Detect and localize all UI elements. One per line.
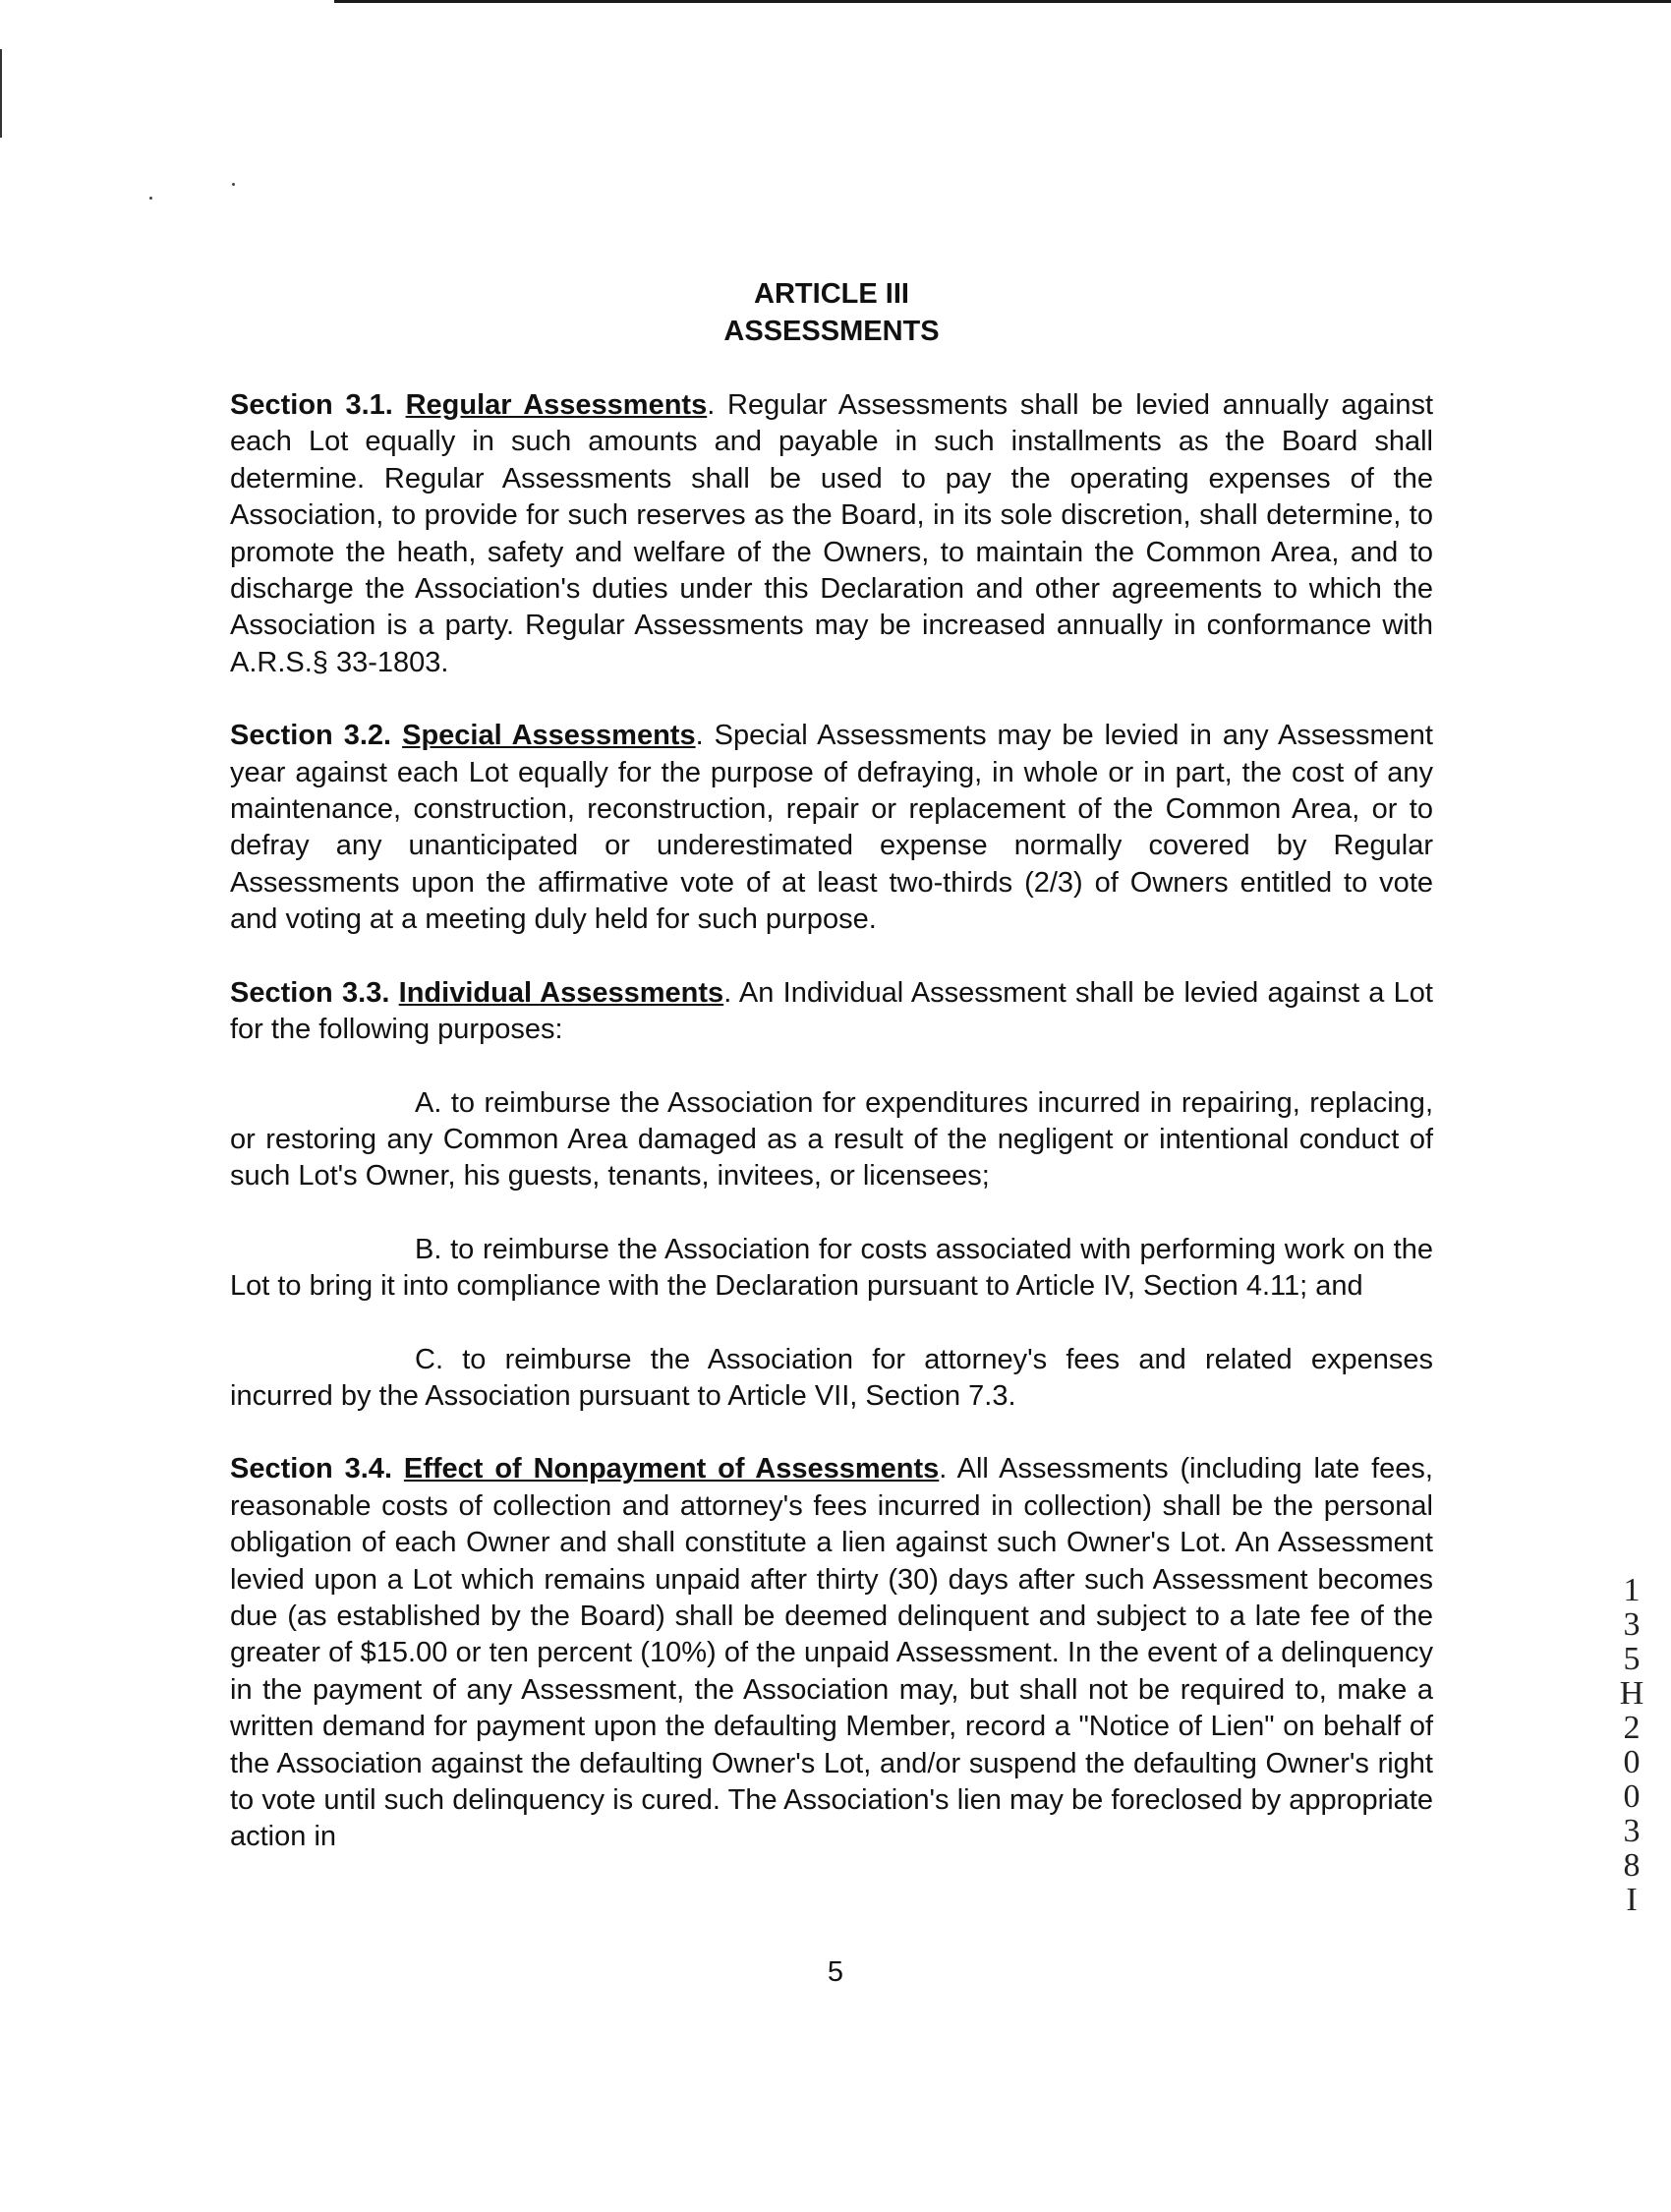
section-title: Special Assessments [402, 720, 696, 752]
section-number: Section 3.1. [230, 389, 393, 421]
scan-border-left [0, 49, 2, 138]
stamp-char: H [1619, 1675, 1644, 1712]
section-number: Section 3.2. [230, 720, 392, 752]
subitem-b: B. to reimburse the Association for costs associated with performing work on the Lot to bring it into compliance with the Declaration pursuant to Article IV, Section 4.11; and [230, 1233, 1433, 1303]
stamp-char: 5 [1623, 1641, 1641, 1677]
page-number: 5 [827, 1956, 844, 1988]
stamp-char: 8 [1623, 1847, 1641, 1884]
article-heading [230, 275, 1433, 350]
scan-border-top [334, 0, 1671, 3]
stamp-char: 3 [1623, 1606, 1641, 1643]
section-text: . Special Assessments may be levied in any Assessment year against each Lot equally for the purpose of defraying, in whole or in part, the cost of any maintenance, construction, reconstruction, repair or replacement of the Common Area, or to defray any unanticipated or underestimated expense normally covered by Regular Assessments upon the affirmative vote of at least two-thirds (2/3) of Owners entitled to vote and voting at a meeting duly held for such purpose. [230, 720, 1433, 936]
section-title: Effect of Nonpayment of Assessments [403, 1453, 940, 1485]
stamp-char: 2 [1623, 1710, 1641, 1746]
section-3-2 [230, 718, 1433, 938]
section-3-4 [230, 1451, 1433, 1855]
margin-recording-stamp [1612, 1573, 1651, 1917]
section-text: . Regular Assessments shall be levied annually against each Lot equally in such amounts and payable in such installments as the Board shall determine. Regular Assessments shall be used to pay the operating expenses of the Association, to provide for such reserves as the Board, in its sole discretion, shall determine, to promote the heath, safety and welfare of the Owners, to maintain the Common Area, and to discharge the Association's duties under this Declaration and other agreements to which the Association is a party. Regular Assessments may be increased annually in conformance with A.R.S.§ 33-1803. [230, 389, 1434, 678]
section-number: Section 3.3. [230, 976, 390, 1009]
section-title: Individual Assessments [398, 976, 724, 1009]
section-text: . All Assessments (including late fees, reasonable costs of collection and attorney's fees incurred in collection) shall be the personal obligation of each Owner and shall constitute a lien against such Owner's Lot. An Assessment levied upon a Lot which remains unpaid after thirty (30) days after such Assessment becomes due (as established by the Board) shall be deemed delinquent and subject to a late fee of the greater of $15.00 or ten percent (10%) of the unpaid Assessment. In the event of a delinquency in the payment of any Assessment, the Association may, but shall not be required to, make a written demand for payment upon the defaulting Member, record a "Notice of Lien" on behalf of the Association against the defaulting Owner's Lot, and/or suspend the defaulting Owner's right to vote until such delinquency is cured. The Association's lien may be foreclosed by appropriate action in [230, 1453, 1433, 1853]
section-text: . An Individual Assessment shall be levied against a Lot for the following purposes: [230, 976, 1433, 1046]
section-number: Section 3.4. [230, 1453, 392, 1485]
subitem-c: C. to reimburse the Association for attorney's fees and related expenses incurred by the Association pursuant to Article VII, Section 7.3. [230, 1343, 1433, 1412]
scan-speck [232, 183, 235, 186]
stamp-char: 0 [1623, 1744, 1641, 1780]
section-3-3 [230, 975, 1433, 1049]
scan-speck [149, 197, 152, 200]
section-3-1 [230, 387, 1433, 681]
stamp-char: 0 [1623, 1778, 1641, 1815]
article-number: ARTICLE III [754, 278, 909, 310]
stamp-char: 3 [1623, 1813, 1641, 1849]
subitem-a: A. to reimburse the Association for expenditures incurred in repairing, replacing, or restoring any Common Area damaged as a result of the negligent or intentional conduct of such Lot's Owner, his guests, tenants, invitees, or licensees; [230, 1086, 1433, 1193]
document-body [230, 275, 1433, 1892]
article-title: ASSESSMENTS [723, 316, 940, 347]
stamp-char: 1 [1623, 1572, 1641, 1608]
stamp-char: I [1626, 1882, 1638, 1918]
section-title: Regular Assessments [405, 389, 708, 421]
